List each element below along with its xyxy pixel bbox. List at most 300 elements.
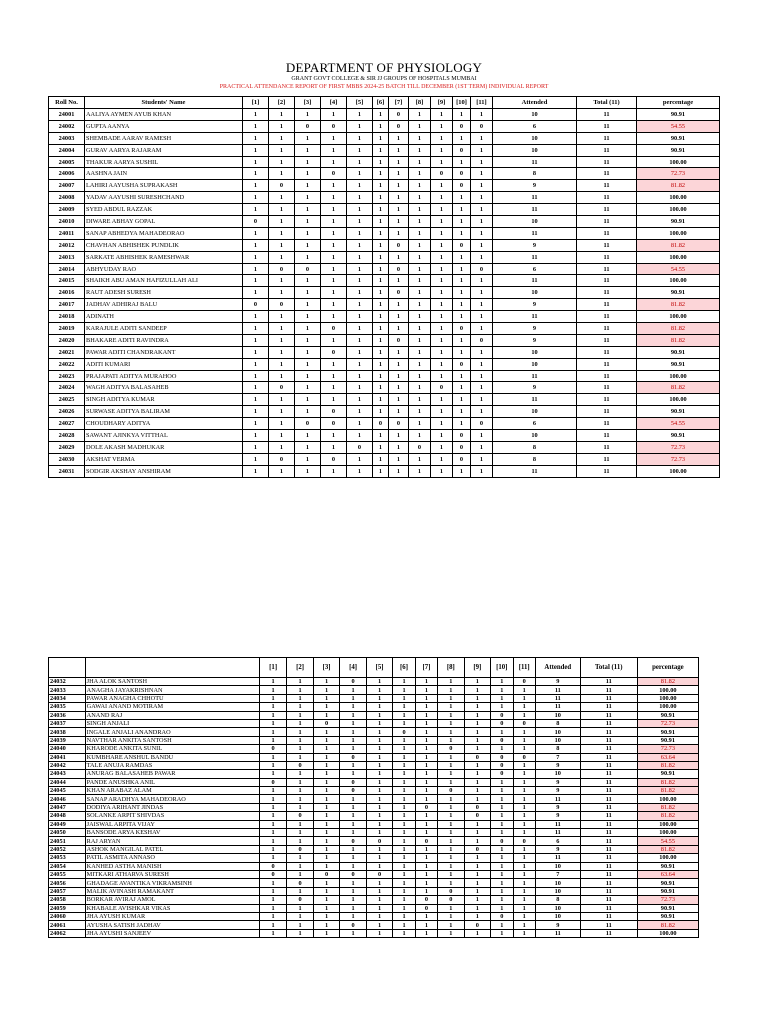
mark-cell: 1: [340, 795, 366, 803]
mark-cell: 1: [464, 694, 490, 702]
mark-cell: 1: [366, 812, 392, 820]
mark-cell: 1: [513, 770, 535, 778]
mark-cell: 1: [243, 323, 269, 335]
mark-cell: 1: [415, 753, 437, 761]
attended-cell: 8: [493, 453, 577, 465]
mark-cell: 0: [491, 770, 513, 778]
mark-cell: 1: [415, 770, 437, 778]
mark-cell: 1: [373, 192, 389, 204]
report-subtitle: PRACTICAL ATTENDANCE REPORT OF FIRST MBBS 2024-25 BATCH TILL DECEMBER (1ST TERM) INDIVIDUAL REPORT: [219, 84, 549, 90]
roll-no-cell: 24031: [49, 465, 85, 477]
mark-cell: 1: [347, 394, 373, 406]
mark-cell: 1: [409, 358, 431, 370]
mark-cell: 0: [259, 778, 287, 786]
student-name-cell: YADAV AAYUSHI SURESHCHAND: [85, 192, 243, 204]
attended-cell: 9: [493, 323, 577, 335]
table-row: [49, 275, 720, 287]
mark-cell: 1: [243, 275, 269, 287]
mark-cell: 1: [464, 745, 490, 753]
mark-cell: 0: [389, 334, 409, 346]
mark-cell: 1: [438, 845, 464, 853]
mark-cell: 1: [431, 430, 453, 442]
mark-cell: 1: [491, 787, 513, 795]
mark-cell: 1: [340, 728, 366, 736]
mark-cell: 1: [295, 358, 321, 370]
mark-cell: 1: [464, 678, 490, 686]
table-row: [49, 168, 720, 180]
mark-cell: 1: [431, 323, 453, 335]
report-header: [0, 60, 768, 91]
percentage-cell: 81.82: [637, 239, 720, 251]
mark-cell: 1: [453, 275, 471, 287]
percentage-cell: 100.00: [637, 192, 720, 204]
mark-cell: 1: [389, 299, 409, 311]
percentage-cell: 72.73: [637, 745, 698, 753]
roll-no-cell: 24014: [49, 263, 85, 275]
mark-cell: 1: [287, 820, 313, 828]
mark-cell: 1: [431, 311, 453, 323]
mark-cell: 1: [243, 204, 269, 216]
mark-cell: 1: [313, 686, 339, 694]
mark-cell: 1: [243, 251, 269, 263]
mark-cell: 0: [389, 239, 409, 251]
mark-cell: 1: [431, 453, 453, 465]
mark-cell: 0: [453, 323, 471, 335]
mark-cell: 0: [243, 216, 269, 228]
column-header: Attended: [493, 97, 577, 109]
mark-cell: 1: [366, 719, 392, 727]
percentage-cell: 81.82: [637, 778, 698, 786]
mark-cell: 0: [453, 358, 471, 370]
mark-cell: 1: [287, 678, 313, 686]
table-row: [49, 812, 699, 820]
mark-cell: 1: [313, 829, 339, 837]
mark-cell: 0: [321, 323, 347, 335]
mark-cell: 1: [438, 694, 464, 702]
percentage-cell: 90.91: [637, 406, 720, 418]
mark-cell: 1: [453, 311, 471, 323]
mark-cell: 1: [389, 227, 409, 239]
mark-cell: 1: [321, 144, 347, 156]
mark-cell: 1: [415, 778, 437, 786]
mark-cell: 1: [415, 703, 437, 711]
mark-cell: 1: [347, 263, 373, 275]
mark-cell: 1: [269, 132, 295, 144]
percentage-cell: 90.91: [637, 132, 720, 144]
mark-cell: 0: [491, 761, 513, 769]
roll-no-cell: 24054: [49, 862, 86, 870]
table-row: [49, 180, 720, 192]
mark-cell: 1: [438, 854, 464, 862]
mark-cell: 1: [347, 168, 373, 180]
table-row: [49, 803, 699, 811]
mark-cell: 1: [409, 346, 431, 358]
attended-cell: 11: [535, 686, 580, 694]
mark-cell: 1: [366, 753, 392, 761]
mark-cell: 1: [464, 736, 490, 744]
percentage-cell: 54.55: [637, 120, 720, 132]
mark-cell: 1: [464, 761, 490, 769]
mark-cell: 1: [366, 736, 392, 744]
table-row: [49, 862, 699, 870]
percentage-cell: 72.73: [637, 453, 720, 465]
mark-cell: 1: [269, 430, 295, 442]
attended-cell: 10: [535, 770, 580, 778]
mark-cell: 1: [373, 370, 389, 382]
mark-cell: 1: [295, 430, 321, 442]
mark-cell: 1: [366, 778, 392, 786]
mark-cell: 1: [259, 803, 287, 811]
total-cell: 11: [580, 862, 637, 870]
roll-no-cell: 24012: [49, 239, 85, 251]
mark-cell: 1: [347, 418, 373, 430]
table-row: [49, 263, 720, 275]
mark-cell: 1: [393, 711, 415, 719]
percentage-cell: 90.91: [637, 770, 698, 778]
mark-cell: 1: [366, 787, 392, 795]
mark-cell: 0: [513, 837, 535, 845]
mark-cell: 1: [491, 745, 513, 753]
mark-cell: 1: [491, 870, 513, 878]
table-row: [49, 156, 720, 168]
mark-cell: 1: [366, 820, 392, 828]
mark-cell: 1: [321, 311, 347, 323]
percentage-cell: 81.82: [637, 299, 720, 311]
attended-cell: 9: [493, 180, 577, 192]
mark-cell: 1: [243, 180, 269, 192]
student-name-cell: AASHNA JAIN: [85, 168, 243, 180]
mark-cell: 1: [243, 192, 269, 204]
mark-cell: 1: [471, 382, 493, 394]
mark-cell: 1: [366, 761, 392, 769]
student-name-cell: SANAP ABHEDYA MAHADEORAO: [85, 227, 243, 239]
mark-cell: 1: [389, 180, 409, 192]
mark-cell: 0: [438, 745, 464, 753]
mark-cell: 1: [259, 711, 287, 719]
mark-cell: 1: [295, 204, 321, 216]
column-header: [1]: [243, 97, 269, 109]
mark-cell: 1: [287, 728, 313, 736]
mark-cell: 1: [453, 251, 471, 263]
attended-cell: 8: [535, 719, 580, 727]
mark-cell: 0: [491, 711, 513, 719]
student-name-cell: MITKARI ATHARVA SURESH: [85, 870, 259, 878]
roll-no-cell: 24024: [49, 382, 85, 394]
roll-no-cell: 24020: [49, 334, 85, 346]
mark-cell: 1: [347, 453, 373, 465]
table-row: [49, 694, 699, 702]
mark-cell: 1: [393, 770, 415, 778]
mark-cell: 1: [340, 770, 366, 778]
mark-cell: 0: [471, 418, 493, 430]
roll-no-cell: 24028: [49, 430, 85, 442]
table-row: [49, 753, 699, 761]
roll-no-cell: 24010: [49, 216, 85, 228]
column-header: [7]: [389, 97, 409, 109]
student-name-cell: GURAV AARYA RAJARAM: [85, 144, 243, 156]
mark-cell: 1: [269, 168, 295, 180]
mark-cell: 1: [438, 686, 464, 694]
attendance-table-1: [48, 96, 720, 478]
mark-cell: 1: [340, 803, 366, 811]
mark-cell: 1: [491, 694, 513, 702]
student-name-cell: AKSHAT VERMA: [85, 453, 243, 465]
mark-cell: 0: [321, 418, 347, 430]
student-name-cell: MALIK AVINASH RAMAKANT: [85, 887, 259, 895]
mark-cell: 1: [373, 168, 389, 180]
total-cell: 11: [580, 904, 637, 912]
mark-cell: 1: [340, 896, 366, 904]
mark-cell: 1: [491, 829, 513, 837]
student-name-cell: SINGH ADITYA KUMAR: [85, 394, 243, 406]
mark-cell: 0: [415, 904, 437, 912]
mark-cell: 1: [347, 192, 373, 204]
total-cell: 11: [580, 870, 637, 878]
column-header: [4]: [340, 658, 366, 678]
percentage-cell: 54.55: [637, 263, 720, 275]
roll-no-cell: 24022: [49, 358, 85, 370]
roll-no-cell: 24056: [49, 879, 86, 887]
total-cell: 11: [580, 854, 637, 862]
mark-cell: 1: [269, 227, 295, 239]
mark-cell: 1: [491, 921, 513, 929]
mark-cell: 1: [295, 239, 321, 251]
mark-cell: 1: [409, 299, 431, 311]
table-row: [49, 745, 699, 753]
mark-cell: 1: [313, 778, 339, 786]
attended-cell: 11: [493, 227, 577, 239]
mark-cell: 1: [409, 239, 431, 251]
mark-cell: 1: [453, 227, 471, 239]
mark-cell: 1: [347, 465, 373, 477]
mark-cell: 1: [438, 803, 464, 811]
roll-no-cell: 24018: [49, 311, 85, 323]
attended-cell: 10: [535, 862, 580, 870]
mark-cell: 1: [313, 837, 339, 845]
mark-cell: 1: [259, 728, 287, 736]
mark-cell: 1: [347, 227, 373, 239]
mark-cell: 1: [347, 334, 373, 346]
total-cell: 11: [580, 728, 637, 736]
mark-cell: 1: [513, 862, 535, 870]
mark-cell: 1: [464, 711, 490, 719]
mark-cell: 1: [243, 418, 269, 430]
percentage-cell: 100.00: [637, 275, 720, 287]
mark-cell: 0: [464, 812, 490, 820]
table-row: [49, 854, 699, 862]
mark-cell: 1: [373, 382, 389, 394]
mark-cell: 1: [471, 109, 493, 121]
mark-cell: 1: [393, 896, 415, 904]
mark-cell: 1: [513, 812, 535, 820]
roll-no-cell: 24042: [49, 761, 86, 769]
mark-cell: 0: [389, 418, 409, 430]
table-row: [49, 287, 720, 299]
student-name-cell: GAWAI ANAND MOTIRAM: [85, 703, 259, 711]
attended-cell: 9: [535, 921, 580, 929]
total-cell: 11: [580, 812, 637, 820]
column-header: [3]: [313, 658, 339, 678]
mark-cell: 1: [513, 921, 535, 929]
mark-cell: 1: [269, 275, 295, 287]
mark-cell: 1: [373, 287, 389, 299]
percentage-cell: 81.82: [637, 803, 698, 811]
mark-cell: 1: [373, 263, 389, 275]
column-header: [4]: [321, 97, 347, 109]
mark-cell: 0: [453, 453, 471, 465]
student-name-cell: WAGH ADITYA BALASAHEB: [85, 382, 243, 394]
mark-cell: 1: [491, 678, 513, 686]
roll-no-cell: 24011: [49, 227, 85, 239]
mark-cell: 1: [393, 736, 415, 744]
total-cell: 11: [580, 912, 637, 920]
mark-cell: 1: [438, 778, 464, 786]
mark-cell: 1: [513, 711, 535, 719]
attended-cell: 9: [493, 334, 577, 346]
attended-cell: 11: [493, 204, 577, 216]
mark-cell: 1: [259, 719, 287, 727]
mark-cell: 1: [438, 770, 464, 778]
total-cell: 11: [577, 216, 637, 228]
mark-cell: 1: [409, 323, 431, 335]
mark-cell: 1: [513, 761, 535, 769]
mark-cell: 1: [295, 227, 321, 239]
mark-cell: 1: [431, 299, 453, 311]
attended-cell: 10: [493, 109, 577, 121]
student-name-cell: SHAIKH ABU AMAN HAFIZULLAH ALI: [85, 275, 243, 287]
mark-cell: 1: [295, 275, 321, 287]
mark-cell: 1: [259, 753, 287, 761]
mark-cell: 1: [438, 795, 464, 803]
mark-cell: 1: [295, 156, 321, 168]
mark-cell: 1: [321, 132, 347, 144]
total-cell: 11: [580, 803, 637, 811]
mark-cell: 1: [313, 728, 339, 736]
mark-cell: 1: [471, 346, 493, 358]
mark-cell: 1: [389, 275, 409, 287]
mark-cell: 0: [491, 719, 513, 727]
mark-cell: 1: [409, 418, 431, 430]
roll-no-cell: 24001: [49, 109, 85, 121]
mark-cell: 1: [513, 912, 535, 920]
column-header: [49, 658, 86, 678]
mark-cell: 1: [259, 703, 287, 711]
mark-cell: 1: [243, 239, 269, 251]
percentage-cell: 100.00: [637, 394, 720, 406]
attended-cell: 9: [535, 778, 580, 786]
mark-cell: 1: [295, 370, 321, 382]
mark-cell: 0: [438, 887, 464, 895]
mark-cell: 1: [453, 216, 471, 228]
mark-cell: 1: [438, 829, 464, 837]
mark-cell: 1: [438, 711, 464, 719]
student-name-cell: DODIYA ARIHANT JINDAS: [85, 803, 259, 811]
attended-cell: 11: [493, 156, 577, 168]
attended-cell: 11: [493, 251, 577, 263]
mark-cell: 1: [438, 703, 464, 711]
mark-cell: 1: [366, 845, 392, 853]
table-row: [49, 711, 699, 719]
attended-cell: 9: [535, 678, 580, 686]
mark-cell: 1: [453, 418, 471, 430]
attended-cell: 9: [493, 382, 577, 394]
mark-cell: 1: [243, 382, 269, 394]
mark-cell: 1: [415, 787, 437, 795]
mark-cell: 1: [347, 275, 373, 287]
percentage-cell: 81.82: [637, 334, 720, 346]
mark-cell: 0: [491, 753, 513, 761]
mark-cell: 0: [415, 803, 437, 811]
student-name-cell: AYUSHA SATISH JADHAV: [85, 921, 259, 929]
mark-cell: 1: [513, 686, 535, 694]
mark-cell: 0: [438, 787, 464, 795]
percentage-cell: 100.00: [637, 311, 720, 323]
mark-cell: 1: [295, 287, 321, 299]
mark-cell: 1: [295, 192, 321, 204]
mark-cell: 0: [453, 430, 471, 442]
mark-cell: 1: [393, 820, 415, 828]
percentage-cell: 100.00: [637, 829, 698, 837]
mark-cell: 1: [409, 120, 431, 132]
mark-cell: 1: [347, 287, 373, 299]
mark-cell: 1: [243, 287, 269, 299]
mark-cell: 1: [340, 845, 366, 853]
roll-no-cell: 24055: [49, 870, 86, 878]
total-cell: 11: [580, 778, 637, 786]
mark-cell: 1: [409, 192, 431, 204]
mark-cell: 1: [409, 251, 431, 263]
attended-cell: 8: [535, 745, 580, 753]
student-name-cell: ASHOK MANGILAL PATEL: [85, 845, 259, 853]
mark-cell: 1: [321, 251, 347, 263]
total-cell: 11: [580, 736, 637, 744]
mark-cell: 1: [313, 820, 339, 828]
mark-cell: 1: [431, 370, 453, 382]
table-row: [49, 778, 699, 786]
mark-cell: 1: [373, 465, 389, 477]
mark-cell: 0: [269, 382, 295, 394]
roll-no-cell: 24035: [49, 703, 86, 711]
roll-no-cell: 24046: [49, 795, 86, 803]
table-row: [49, 109, 720, 121]
mark-cell: 1: [366, 770, 392, 778]
mark-cell: 1: [347, 216, 373, 228]
mark-cell: 1: [471, 216, 493, 228]
mark-cell: 1: [389, 192, 409, 204]
column-header: [1]: [259, 658, 287, 678]
mark-cell: 1: [471, 430, 493, 442]
mark-cell: 1: [431, 239, 453, 251]
mark-cell: 1: [409, 168, 431, 180]
mark-cell: 1: [389, 465, 409, 477]
mark-cell: 1: [269, 311, 295, 323]
mark-cell: 1: [269, 192, 295, 204]
mark-cell: 1: [373, 275, 389, 287]
mark-cell: 1: [513, 745, 535, 753]
student-name-cell: ANAND RAJ: [85, 711, 259, 719]
mark-cell: 1: [313, 711, 339, 719]
mark-cell: 1: [491, 812, 513, 820]
mark-cell: 1: [243, 144, 269, 156]
mark-cell: 1: [389, 132, 409, 144]
mark-cell: 1: [313, 904, 339, 912]
mark-cell: 1: [464, 887, 490, 895]
mark-cell: 0: [340, 921, 366, 929]
table-row: [49, 770, 699, 778]
mark-cell: 1: [287, 787, 313, 795]
mark-cell: 1: [393, 778, 415, 786]
mark-cell: 1: [389, 406, 409, 418]
